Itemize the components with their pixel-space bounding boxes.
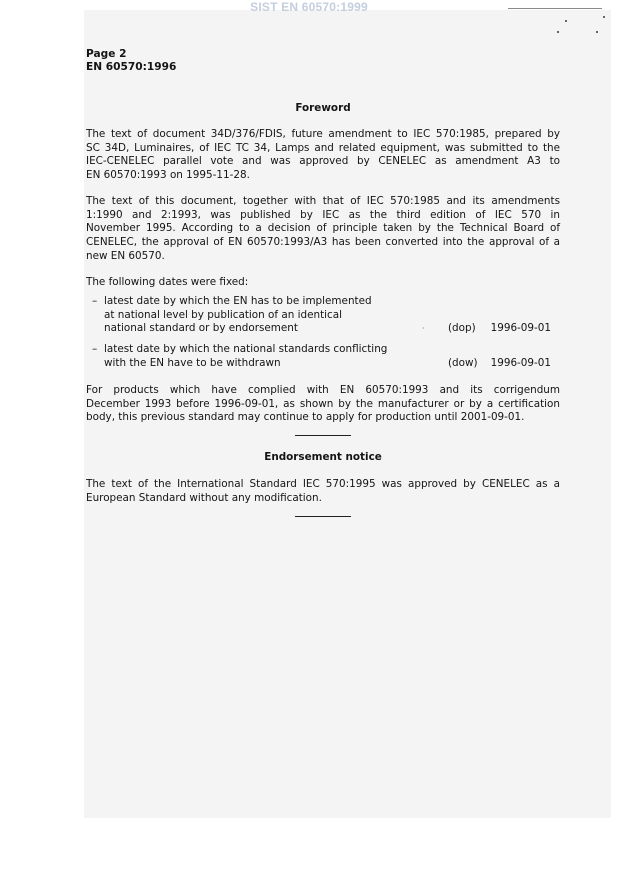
text-line: at national level by publication of an identical [104, 308, 343, 321]
text-line: December 1993 before 1996-09-01, as shown by the manufacturer or by a certification [86, 397, 560, 410]
scan-speck [565, 20, 567, 22]
endorsement-text [86, 478, 560, 505]
endorsement-title: Endorsement notice [264, 451, 382, 463]
date-item-text [104, 343, 387, 370]
text-line: national standard or by endorsement [104, 322, 298, 335]
text-line: SC 34D, Luminaires, of IEC TC 34, Lamps and related equipment, was submitted to the [86, 141, 560, 154]
foreword-paragraph-1 [86, 128, 560, 183]
scan-mark: · [422, 324, 425, 333]
scan-speck [557, 31, 559, 33]
text-line: with the EN have to be withdrawn [104, 356, 281, 369]
text-line: The text of document 34D/376/FDIS, future amendment to IEC 570:1985, prepared by [86, 128, 560, 140]
section-divider [295, 435, 351, 436]
date-item-dow [92, 343, 560, 371]
text-line: The text of this document, together with that of IEC 570:1985 and its amendments [86, 195, 560, 207]
text-line: latest date by which the national standards conflicting [104, 343, 388, 355]
date-code: (dow) [448, 357, 478, 369]
date-code: (dop) [448, 322, 476, 334]
scan-line [508, 8, 602, 9]
list-dash: – [92, 295, 98, 307]
text-line: IEC-CENELEC parallel vote and was approved by CENELEC as amendment A3 to [86, 155, 560, 168]
text-line: November 1995. According to a decision of principle taken by the Technical Board of [86, 222, 560, 235]
text-line: European Standard without any modification. [86, 491, 322, 504]
date-value: 1996-09-01 [490, 322, 551, 334]
list-dash: – [92, 343, 98, 355]
text-line: 1:1990 and 2:1993, was published by IEC as the third edition of IEC 570 in [86, 208, 560, 221]
date-item-text [104, 295, 372, 336]
standard-id: EN 60570:1996 [86, 61, 177, 73]
foreword-paragraph-2 [86, 195, 560, 264]
text-line: new EN 60570. [86, 249, 165, 262]
text-line: latest date by which the EN has to be implemented [104, 295, 372, 307]
text-line: For products which have complied with EN 60570:1993 and its corrigendum [86, 384, 560, 396]
text-line: The text of the International Standard IEC 570:1995 was approved by CENELEC as a [86, 478, 560, 490]
text-line: body, this previous standard may continue to apply for production until 2001-09-01. [86, 411, 525, 424]
foreword-title: Foreword [295, 102, 351, 114]
dates-intro: The following dates were fixed: [86, 276, 249, 288]
scan-speck [603, 16, 605, 18]
text-line: CENELEC, the approval of EN 60570:1993/A3 has been converted into the approval of a [86, 236, 560, 249]
end-divider [295, 516, 351, 517]
foreword-paragraph-3 [86, 384, 560, 425]
watermark: SIST EN 60570:1999 [250, 0, 368, 14]
page-header [86, 48, 560, 74]
date-item-dop [92, 295, 560, 337]
text-line: EN 60570:1993 on 1995-11-28. [86, 169, 250, 182]
page-number: Page 2 [86, 48, 127, 60]
date-value: 1996-09-01 [490, 357, 551, 369]
scan-speck [596, 31, 598, 33]
